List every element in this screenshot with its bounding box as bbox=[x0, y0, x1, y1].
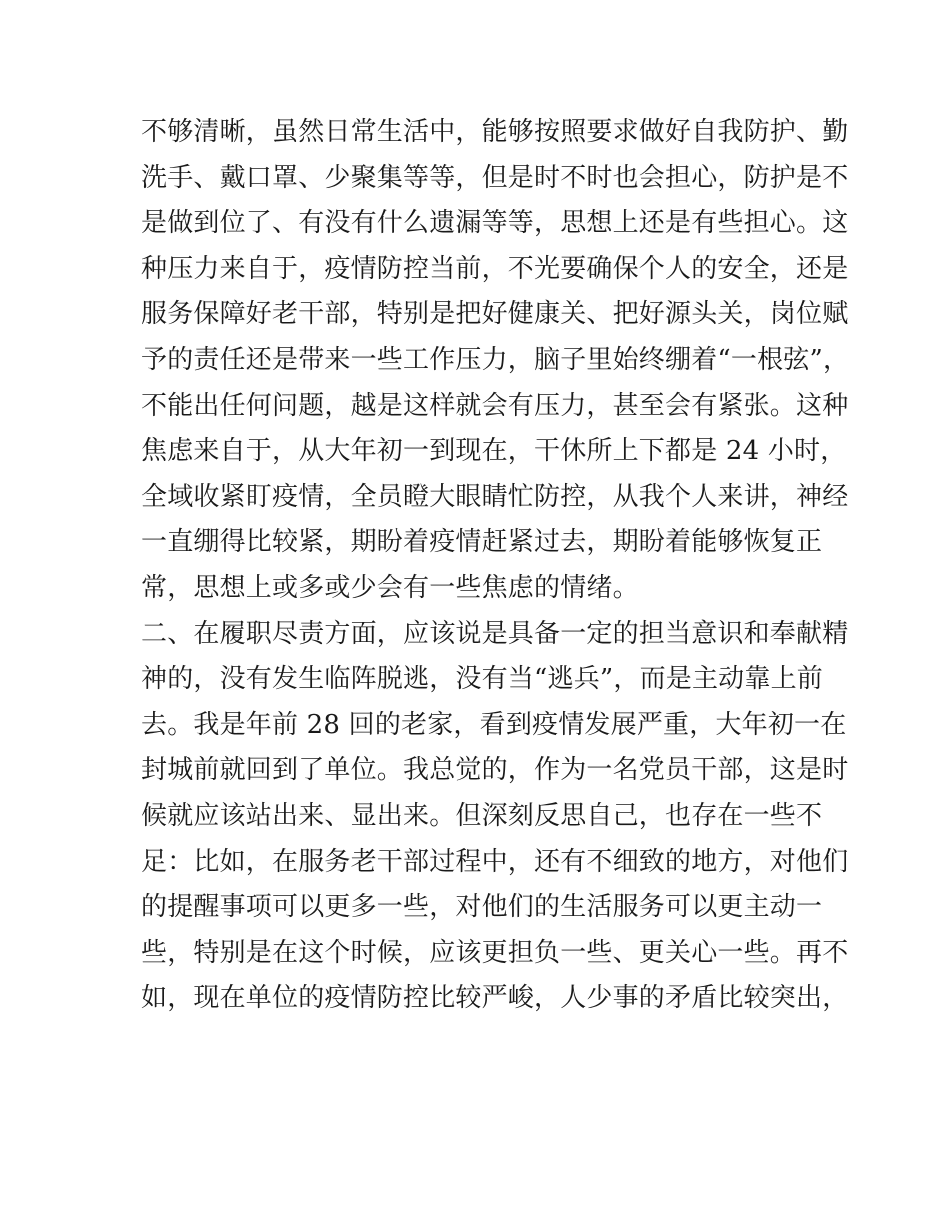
text-line: 服务保障好老干部，特别是把好健康关、把好源头关，岗位赋 bbox=[141, 299, 849, 330]
text-line: 是做到位了、有没有什么遗漏等等，思想上还是有些担心。这 bbox=[141, 208, 849, 239]
text-line: 的提醒事项可以更多一些，对他们的生活服务可以更主动一 bbox=[141, 892, 823, 923]
body-text bbox=[141, 110, 850, 1022]
text-line: 神的，没有发生临阵脱逃，没有当“逃兵”，而是主动靠上前 bbox=[141, 664, 823, 695]
text-line: 全域收紧盯疫情，全员瞪大眼睛忙防控，从我个人来讲，神经 bbox=[141, 481, 849, 512]
text-line: 候就应该站出来、显出来。但深刻反思自己，也存在一些不 bbox=[141, 800, 823, 831]
text-line: 封城前就回到了单位。我总觉的，作为一名党员干部，这是时 bbox=[141, 755, 849, 786]
text-line: 不够清晰，虽然日常生活中，能够按照要求做好自我防护、勤 bbox=[141, 117, 849, 147]
text-line: 不能出任何问题，越是这样就会有压力，甚至会有紧张。这种 bbox=[141, 390, 849, 421]
text-line: 些，特别是在这个时候，应该更担负一些、更关心一些。再不 bbox=[141, 937, 849, 968]
text-line: 洗手、戴口罩、少聚集等等，但是时不时也会担心，防护是不 bbox=[141, 162, 849, 193]
text-line: 足：比如，在服务老干部过程中，还有不细致的地方，对他们 bbox=[141, 846, 849, 877]
text-line: 焦虑来自于，从大年初一到现在，干休所上下都是 24 小时， bbox=[141, 436, 847, 467]
text-line: 常，思想上或多或少会有一些焦虑的情绪。 bbox=[141, 572, 639, 603]
text-line: 予的责任还是带来一些工作压力，脑子里始终绷着“一根弦”， bbox=[141, 344, 850, 375]
text-line: 如，现在单位的疫情防控比较严峻，人少事的矛盾比较突出， bbox=[141, 983, 849, 1014]
text-line: 一直绷得比较紧，期盼着疫情赶紧过去，期盼着能够恢复正 bbox=[141, 527, 823, 558]
text-line: 去。我是年前 28 回的老家，看到疫情发展严重，大年初一在 bbox=[141, 709, 847, 740]
text-line: 种压力来自于，疫情防控当前，不光要确保个人的安全，还是 bbox=[141, 253, 849, 284]
section-heading-line: 二、在履职尽责方面，应该说是具备一定的担当意识和奉献精 bbox=[141, 618, 849, 649]
